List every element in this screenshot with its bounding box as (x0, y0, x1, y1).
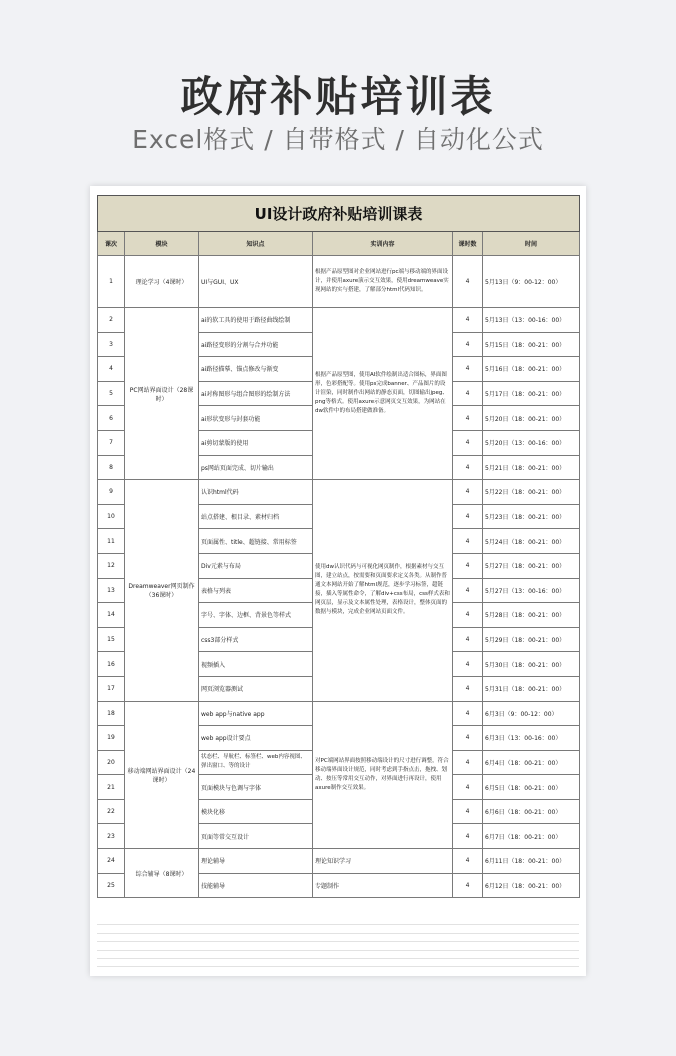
lesson-number: 7 (98, 430, 125, 455)
time-cell: 5月20日（13：00-16：00） (483, 430, 580, 455)
header-cell: 模块 (125, 232, 199, 256)
table-row (98, 256, 580, 308)
time-cell: 5月29日（18：00-21：00） (483, 627, 580, 652)
training-cell: 根据产品原型图对企业网站进行pc端与移动端的界面设计，并使用axure演示交互效果，使用dreamweave实现网站的实与搭建，了解部分html代码知识。 (313, 256, 453, 308)
hours-cell: 4 (453, 578, 483, 603)
hours-cell: 4 (453, 824, 483, 849)
lesson-number: 10 (98, 504, 125, 529)
lesson-number: 9 (98, 480, 125, 505)
module-cell: 理论学习（4课时） (125, 256, 199, 308)
topic-cell: ai对称图形与组合图形的绘制方法 (199, 381, 313, 406)
hours-cell: 4 (453, 603, 483, 628)
lesson-number: 3 (98, 332, 125, 357)
training-cell: 根据产品原型图，使用AI软件绘制出适合图标，界面图形，色彩搭配等。使用ps完成banner、产品图片的设计渲染，同时制作出网站的静态页面，切图输出jpeg、png等格式。使用axure示意网页交互效果，为网站在dw软件中的布局搭建做准备。 (313, 308, 453, 480)
module-cell: 综合辅导（8课时） (125, 849, 199, 898)
table-title: UI设计政府补贴培训课表 (98, 196, 580, 232)
lesson-number: 19 (98, 726, 125, 751)
training-cell: 理论知识学习 (313, 849, 453, 874)
module-cell: Dreamweaver网页制作（36课时） (125, 480, 199, 701)
hours-cell: 4 (453, 873, 483, 898)
time-cell: 5月28日（18：00-21：00） (483, 603, 580, 628)
empty-row (97, 942, 579, 950)
lesson-number: 13 (98, 578, 125, 603)
lesson-number: 4 (98, 357, 125, 382)
topic-cell: 站点搭建、根目录、素材归档 (199, 504, 313, 529)
topic-cell: 网页浏览器测试 (199, 676, 313, 701)
topic-cell: 表格与列表 (199, 578, 313, 603)
topic-cell: 认识html代码 (199, 480, 313, 505)
time-cell: 5月17日（18：00-21：00） (483, 381, 580, 406)
lesson-number: 12 (98, 553, 125, 578)
topic-cell: ai形状变形与封套功能 (199, 406, 313, 431)
hours-cell: 4 (453, 775, 483, 800)
topic-cell: 技能辅导 (199, 873, 313, 898)
module-cell: PC网站界面设计（28课时） (125, 308, 199, 480)
topic-cell: UI与GUI、UX (199, 256, 313, 308)
topic-cell: ai剪切蒙版的使用 (199, 430, 313, 455)
time-cell: 6月4日（18：00-21：00） (483, 750, 580, 775)
table-row (98, 480, 580, 505)
hours-cell: 4 (453, 357, 483, 382)
hours-cell: 4 (453, 480, 483, 505)
time-cell: 6月3日（13：00-16：00） (483, 726, 580, 751)
time-cell: 5月22日（18：00-21：00） (483, 480, 580, 505)
time-cell: 5月27日（18：00-21：00） (483, 553, 580, 578)
hours-cell: 4 (453, 406, 483, 431)
hours-cell: 4 (453, 701, 483, 726)
training-cell: 对PC端网站界面按照移动端设计的尺寸进行调整，符合移动端界面设计规范，同时考虑到手指点击，拖拽、划动、按压等常用交互动作，对界面进行再设计，使用axure制作交互效果。 (313, 701, 453, 849)
empty-row (97, 925, 579, 933)
hours-cell: 4 (453, 504, 483, 529)
time-cell: 6月12日（18：00-21：00） (483, 873, 580, 898)
header-cell: 时间 (483, 232, 580, 256)
hours-cell: 4 (453, 627, 483, 652)
time-cell: 6月5日（18：00-21：00） (483, 775, 580, 800)
time-cell: 6月11日（18：00-21：00） (483, 849, 580, 874)
time-cell: 5月27日（13：00-16：00） (483, 578, 580, 603)
lesson-number: 20 (98, 750, 125, 775)
topic-cell: 字号、字体、边框、背景色等样式 (199, 603, 313, 628)
hours-cell: 4 (453, 849, 483, 874)
time-cell: 5月31日（18：00-21：00） (483, 676, 580, 701)
hours-cell: 4 (453, 455, 483, 480)
hours-cell: 4 (453, 652, 483, 677)
table-row (98, 701, 580, 726)
topic-cell: 理论辅导 (199, 849, 313, 874)
training-cell: 使用dw认识代码与可视化网页制作，根据素材与交互图，建立站点，按需要和页面要求定义各类。从制作普通文本网站开始了解html规范，逐步学习标签，超链接，插入等属性命令，了解div+css布局，css样式表和网页层，显示及文本属性处理，表格设计，整体页面的数据与模块，完成企业网站页面文件。 (313, 480, 453, 701)
empty-row (97, 951, 579, 959)
time-cell: 5月24日（18：00-21：00） (483, 529, 580, 554)
lesson-number: 5 (98, 381, 125, 406)
empty-grid-rows (97, 917, 579, 969)
lesson-number: 24 (98, 849, 125, 874)
training-cell: 专题制作 (313, 873, 453, 898)
time-cell: 5月13日（13：00-16：00） (483, 308, 580, 333)
lesson-number: 2 (98, 308, 125, 333)
empty-row (97, 917, 579, 925)
spreadsheet-preview (90, 186, 586, 976)
lesson-number: 1 (98, 256, 125, 308)
time-cell: 5月23日（18：00-21：00） (483, 504, 580, 529)
header-cell: 实训内容 (313, 232, 453, 256)
table-row (98, 308, 580, 333)
schedule-table (97, 195, 580, 898)
lesson-number: 23 (98, 824, 125, 849)
hours-cell: 4 (453, 332, 483, 357)
header-cell: 课时数 (453, 232, 483, 256)
topic-cell: css3部分样式 (199, 627, 313, 652)
lesson-number: 14 (98, 603, 125, 628)
time-cell: 5月15日（18：00-21：00） (483, 332, 580, 357)
hours-cell: 4 (453, 726, 483, 751)
lesson-number: 15 (98, 627, 125, 652)
hours-cell: 4 (453, 553, 483, 578)
header-cell: 知识点 (199, 232, 313, 256)
topic-cell: 状态栏、导航栏、标签栏、web内容视图、弹出窗口、等的设计 (199, 750, 313, 775)
lesson-number: 18 (98, 701, 125, 726)
topic-cell: 视频插入 (199, 652, 313, 677)
topic-cell: ai路径描摹、锚点修改与渐变 (199, 357, 313, 382)
topic-cell: web app与native app (199, 701, 313, 726)
topic-cell: ps网站页面完成、切片输出 (199, 455, 313, 480)
module-cell: 移动端网站界面设计（24课时） (125, 701, 199, 849)
time-cell: 5月13日（9：00-12：00） (483, 256, 580, 308)
time-cell: 6月7日（18：00-21：00） (483, 824, 580, 849)
hours-cell: 4 (453, 529, 483, 554)
lesson-number: 8 (98, 455, 125, 480)
topic-cell: 页面等常交互设计 (199, 824, 313, 849)
lesson-number: 11 (98, 529, 125, 554)
topic-cell: web app设计要点 (199, 726, 313, 751)
hours-cell: 4 (453, 256, 483, 308)
lesson-number: 25 (98, 873, 125, 898)
time-cell: 6月3日（9：00-12：00） (483, 701, 580, 726)
lesson-number: 17 (98, 676, 125, 701)
topic-cell: ai的软工具的使用于路径曲线绘制 (199, 308, 313, 333)
time-cell: 5月21日（18：00-21：00） (483, 455, 580, 480)
hours-cell: 4 (453, 308, 483, 333)
topic-cell: 模块化移 (199, 799, 313, 824)
time-cell: 5月16日（18：00-21：00） (483, 357, 580, 382)
lesson-number: 21 (98, 775, 125, 800)
empty-row (97, 959, 579, 967)
lesson-number: 22 (98, 799, 125, 824)
hours-cell: 4 (453, 676, 483, 701)
lesson-number: 16 (98, 652, 125, 677)
empty-row (97, 934, 579, 942)
time-cell: 5月30日（18：00-21：00） (483, 652, 580, 677)
topic-cell: 页面属性、title、超链接、常用标签 (199, 529, 313, 554)
header-cell: 课次 (98, 232, 125, 256)
hours-cell: 4 (453, 430, 483, 455)
hours-cell: 4 (453, 799, 483, 824)
lesson-number: 6 (98, 406, 125, 431)
topic-cell: 页面模块与色调与字体 (199, 775, 313, 800)
topic-cell: Div元素与布局 (199, 553, 313, 578)
time-cell: 6月6日（18：00-21：00） (483, 799, 580, 824)
header-row (98, 232, 580, 256)
time-cell: 5月20日（18：00-21：00） (483, 406, 580, 431)
hours-cell: 4 (453, 750, 483, 775)
hours-cell: 4 (453, 381, 483, 406)
topic-cell: ai路径变形的分割与合并功能 (199, 332, 313, 357)
page-subtitle: Excel格式 / 自带格式 / 自动化公式 (132, 125, 544, 154)
table-row (98, 849, 580, 874)
page-title: 政府补贴培训表 (180, 72, 496, 121)
